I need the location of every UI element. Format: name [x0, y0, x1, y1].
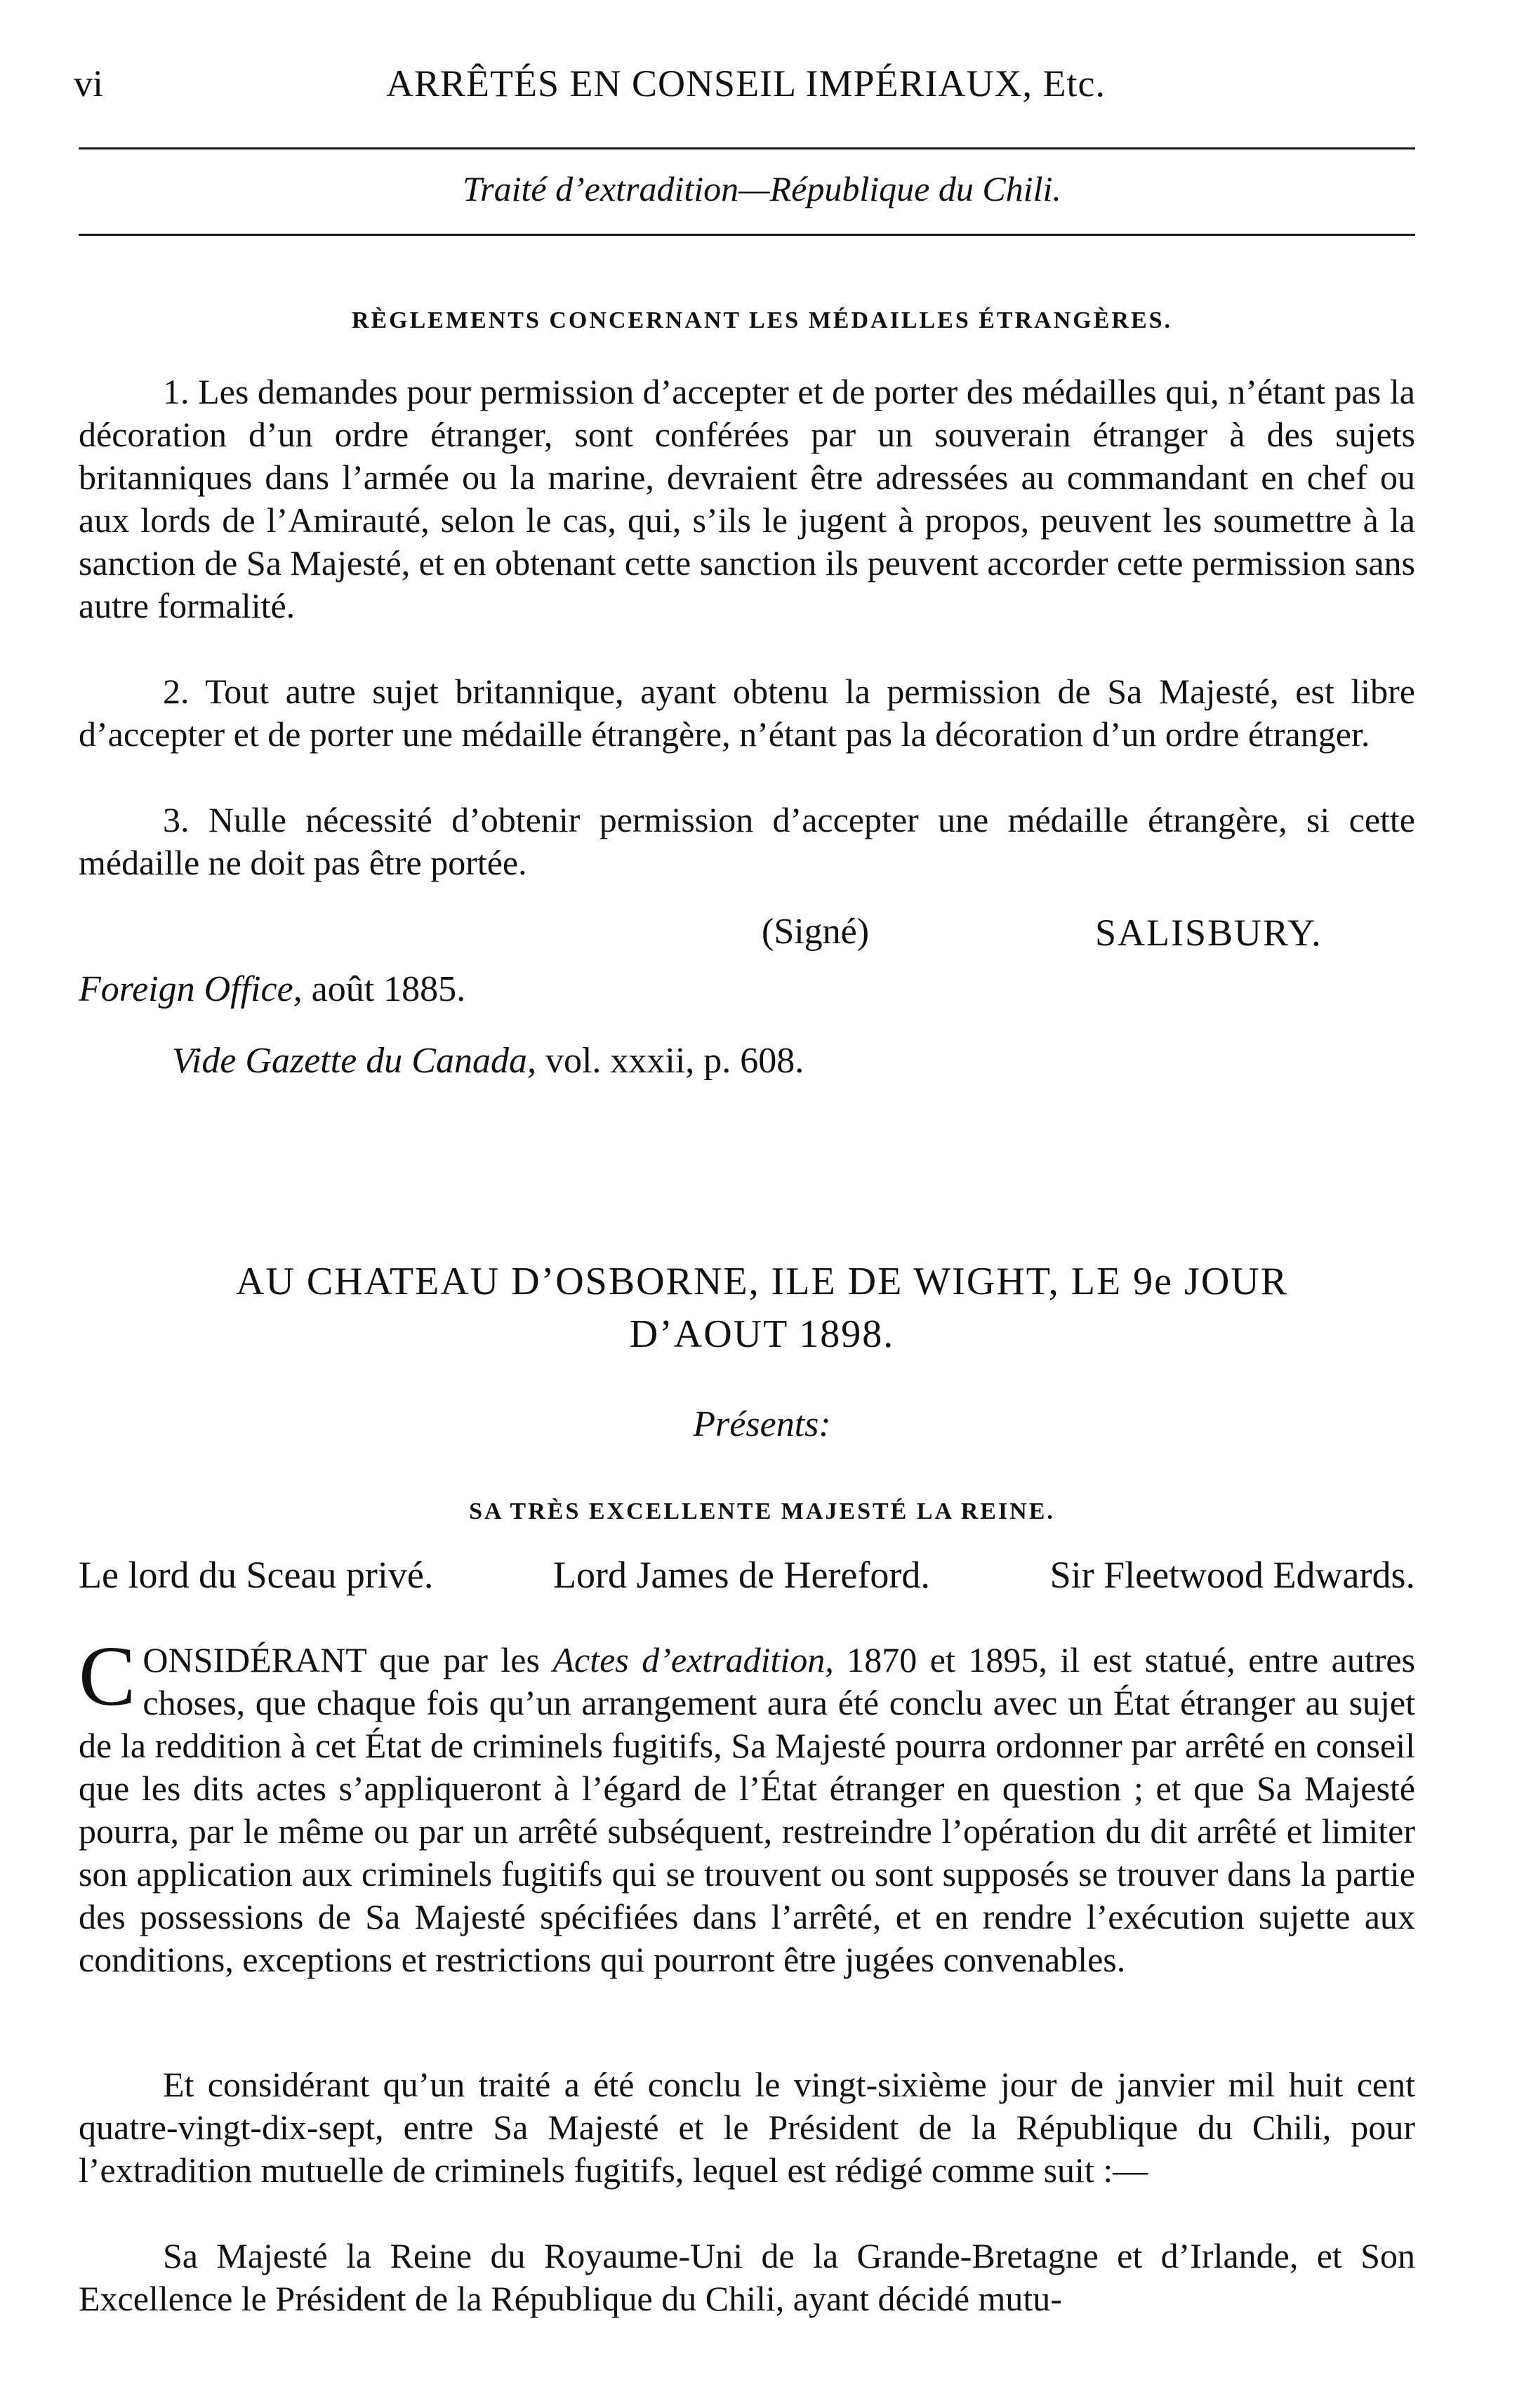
drop-cap: C [79, 1629, 136, 1724]
member-sir-fleetwood: Sir Fleetwood Edwards. [1049, 1554, 1415, 1596]
council-members [79, 1553, 1415, 1597]
dateline-place: Foreign Office, [79, 969, 303, 1009]
subtitle-rule [79, 234, 1415, 236]
signed-label: (Signé) [762, 912, 870, 952]
page-number: vi [74, 62, 104, 105]
considerant-paragraph [79, 1629, 1416, 1981]
gazette-reference-source: Vide Gazette du Canada, [172, 1041, 536, 1081]
medals-heading: RÈGLEMENTS CONCERNANT LES MÉDAILLES ÉTRANGÈRES. [351, 307, 1173, 333]
section-subtitle: Traité d’extradition—République du Chili. [463, 169, 1061, 208]
member-lord-james: Lord James de Hereford. [553, 1554, 930, 1596]
member-lord-privy-seal: Le lord du Sceau privé. [79, 1554, 434, 1596]
considerant-word: ONSIDÉRANT [143, 1640, 366, 1679]
gazette-reference [172, 1040, 804, 1082]
presents-label: Présents: [693, 1404, 831, 1444]
gazette-reference-volume: vol. xxxii, p. 608. [545, 1041, 804, 1081]
considerant-pre: que par les [379, 1640, 540, 1679]
top-rule [79, 147, 1415, 149]
treaty-paragraph: Et considérant qu’un traité a été conclu le vingt-sixième jour de janvier mil huit cent quatre-vingt-dix-sept, entre Sa Majesté et le Président de la République du Chili, pour l’extradition mutuelle de criminels fugitifs, lequel est rédigé comme suit :— [79, 2065, 1415, 2190]
medals-paragraph-2: 2. Tout autre sujet britannique, ayant obtenu la permission de Sa Majesté, est libre d’accepter et de porter une médaille étrangère, n’étant pas la décoration d’un ordre étranger. [79, 672, 1415, 754]
sovereign-line: SA TRÈS EXCELLENTE MAJESTÉ LA REINE. [469, 1498, 1055, 1524]
page-header [74, 62, 1418, 125]
dateline-date: août 1885. [311, 969, 466, 1009]
parties-paragraph: Sa Majesté la Reine du Royaume-Uni de la Grande-Bretagne et d’Irlande, et Son Excellence le Président de la République du Chili, ayant décidé mutu- [79, 2236, 1415, 2318]
running-title: ARRÊTÉS EN CONSEIL IMPÉRIAUX, Etc. [386, 62, 1106, 105]
medals-paragraph-1: 1. Les demandes pour permission d’accepter et de porter des médailles qui, n’étant pas la décoration d’un ordre étranger, sont conférées par un souverain étranger à des sujets britanniques dans l’armée ou la marine, devraient être adressées au commandant en chef ou aux lords de l’Amirauté, selon le cas, qui, s’ils le jugent à propos, peuvent les soumettre à la sanction de Sa Majesté, et en obtenant cette sanction ils peuvent accorder cette permission sans autre formalité. [79, 372, 1415, 625]
medals-paragraph-3: 3. Nulle nécessité d’obtenir permission d’accepter une médaille étrangère, si cette médaille ne doit pas être portée. [79, 800, 1415, 882]
order-heading-line-2: D’AOUT 1898. [629, 1312, 895, 1356]
dateline [79, 969, 465, 1010]
extradition-acts: Actes d’extradition, [552, 1640, 834, 1679]
order-heading-line-1: AU CHATEAU D’OSBORNE, ILE DE WIGHT, LE 9e JOUR [235, 1260, 1289, 1303]
considerant-text: 1870 et 1895, il est statué, entre autres choses, que chaque fois qu’un arrangement aura été conclu avec un État étranger au sujet de la reddition à cet État de criminels fugitifs, Sa Majesté pourra ordonner par arrêté en conseil que les dits actes s’appliqueront à l’égard de l’État étranger en question ; et que Sa Majesté pourra, par le même ou par un arrêté subséquent, restreindre l’opération du dit arrêté et limiter son application aux criminels fugitifs qui se trouvent ou sont supposés se trouver dans la partie des possessions de Sa Majesté spécifiées dans l’arrêté, et en rendre l’exécution sujette aux conditions, exceptions et restrictions qui pourront être jugées convenables. [79, 1640, 1416, 1979]
signatory-name: SALISBURY. [1095, 912, 1323, 954]
